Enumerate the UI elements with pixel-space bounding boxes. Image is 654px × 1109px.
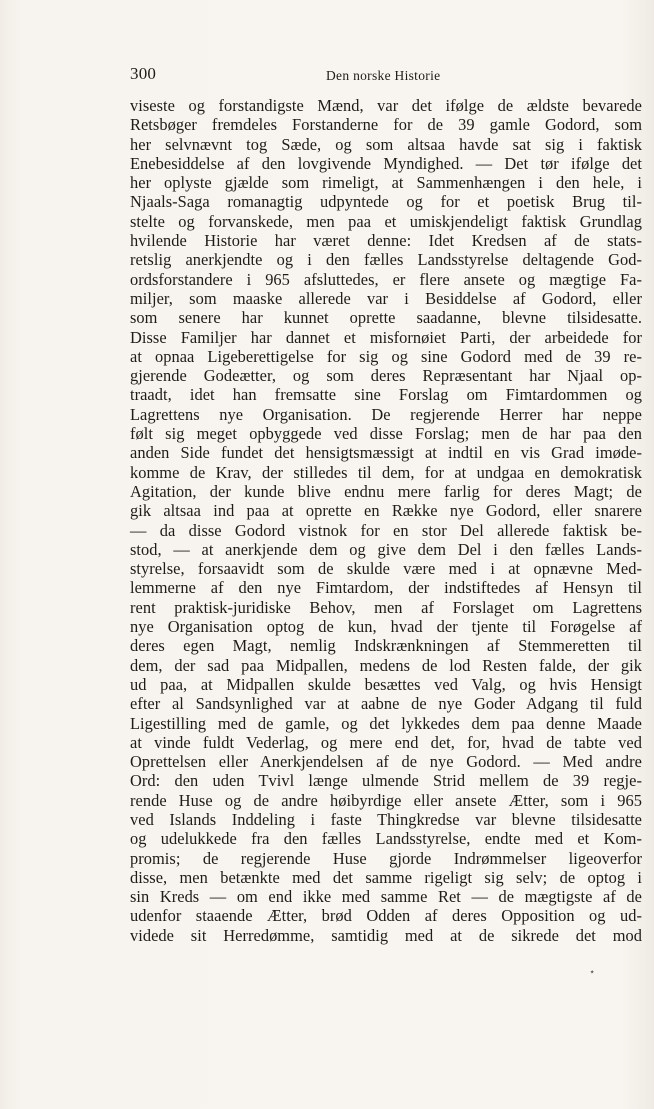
text-line: Lagrettens nye Organisation. De regjerende Herrer har neppe: [130, 404, 642, 424]
text-line: dem, der sad paa Midpallen, medens de lod Resten falde, der gik: [130, 655, 642, 675]
text-line: gjerende Godeætter, og som deres Repræsentant har Njaal op-: [130, 366, 642, 386]
text-line: rent praktisk-juridiske Behov, men af Forslaget om Lagrettens: [130, 597, 642, 617]
text-line: Agitation, der kunde blive endnu mere farlig for deres Magt; de: [130, 481, 642, 501]
text-line: — da disse Godord vistnok for en stor Del allerede faktisk be-: [130, 520, 642, 540]
text-line: som senere har kunnet oprette saadanne, blevne tilsidesatte.: [130, 308, 642, 328]
print-mark: ⋆: [589, 967, 596, 978]
text-line: retslig anerkjendte og i den fælles Landsstyrelse deltagende God-: [130, 250, 642, 270]
running-title: Den norske Historie: [326, 68, 441, 83]
text-line: miljer, som maaske allerede var i Besiddelse af Godord, eller: [130, 288, 642, 308]
text-line: videde sit Herredømme, samtidig med at de sikrede det mod: [130, 925, 642, 945]
text-line: Ligestilling med de gamle, og det lykkedes dem paa denne Maade: [130, 713, 642, 733]
text-line: lemmerne af den nye Fimtardom, der indstiftedes af Hensyn til: [130, 578, 642, 598]
text-line: stod, — at anerkjende dem og give dem Del i den fælles Lands-: [130, 539, 642, 559]
text-line: viseste og forstandigste Mænd, var det ifølge de ældste bevarede: [130, 96, 642, 115]
page-number: 300: [130, 64, 157, 83]
text-line: komme de Krav, der stilledes til dem, for at undgaa en demokratisk: [130, 462, 642, 482]
text-line: rende Huse og de andre høibyrdige eller ansete Ætter, som i 965: [130, 790, 642, 810]
text-line: disse, men betænkte med det samme rigeligt sig selv; de optog i: [130, 867, 642, 887]
text-line: ud paa, at Midpallen skulde besættes ved Valg, og hvis Hensigt: [130, 674, 642, 694]
text-line: ordsforstandere i 965 afsluttedes, er flere ansete og mægtige Fa-: [130, 269, 642, 289]
text-line: følt sig meget opbyggede ved disse Forslag; men de har paa den: [130, 424, 642, 444]
page-header: [130, 64, 642, 88]
text-line: stelte og forvanskede, men paa et umiskjendeligt faktisk Grundlag: [130, 211, 642, 231]
text-line: sin Kreds — om end ikke med samme Ret — de mægtigste af de: [130, 887, 642, 907]
text-line: anden Side fundet det hensigtsmæssigt at indtil en vis Grad imøde-: [130, 443, 642, 463]
text-line: ved Islands Inddeling i faste Thingkredse var blevne tilsidesatte: [130, 809, 642, 829]
text-line: Oprettelsen eller Anerkjendelsen af de nye Godord. — Med andre: [130, 752, 642, 772]
text-line: nye Organisation optog de kun, hvad der tjente til Forøgelse af: [130, 617, 642, 637]
text-line: og udelukkede fra den fælles Landsstyrelse, endte med et Kom-: [130, 829, 642, 849]
text-line: Retsbøger fremdeles Forstanderne for de 39 gamle Godord, som: [130, 115, 642, 135]
text-line: styrelse, forsaavidt som de skulde være med i at opnævne Med-: [130, 559, 642, 579]
text-line: her oplyste gjælde som rimeligt, at Sammenhængen i den hele, i: [130, 173, 642, 193]
text-line: promis; de regjerende Huse gjorde Indrømmelser ligeoverfor: [130, 848, 642, 868]
text-line: efter al Sandsynlighed var at aabne de nye Goder Adgang til fuld: [130, 694, 642, 714]
text-line: deres egen Magt, nemlig Indskrænkningen af Stemmeretten til: [130, 636, 642, 656]
text-line: her selvnævnt tog Sæde, og som altsaa havde sat sig i faktisk: [130, 134, 642, 154]
text-line: at opnaa Ligeberettigelse for sig og sine Godord med de 39 re-: [130, 346, 642, 366]
body-text: [130, 96, 642, 964]
text-line: gik altsaa ind paa at oprette en Række nye Godord, eller snarere: [130, 501, 642, 521]
text-line: Ord: den uden Tvivl længe ulmende Strid mellem de 39 regje-: [130, 771, 642, 791]
text-line: Enebesiddelse af den lovgivende Myndighed. — Det tør ifølge det: [130, 153, 642, 173]
text-line: hvilende Historie har været denne: Idet Kredsen af de stats-: [130, 231, 642, 251]
text-line: Njaals-Saga romanagtig udpyntede og for et poetisk Brug til-: [130, 192, 642, 212]
text-line: Disse Familjer har dannet et misfornøiet Parti, der arbeidede for: [130, 327, 642, 347]
text-line: [130, 945, 642, 964]
text-line: at vinde fuldt Vederlag, og mere end det, for, hvad de tabte ved: [130, 732, 642, 752]
text-line: traadt, idet han fremsatte sine Forslag om Fimtardommen og: [130, 385, 642, 405]
text-line: udenfor staaende Ætter, brød Odden af deres Opposition og ud-: [130, 906, 642, 926]
